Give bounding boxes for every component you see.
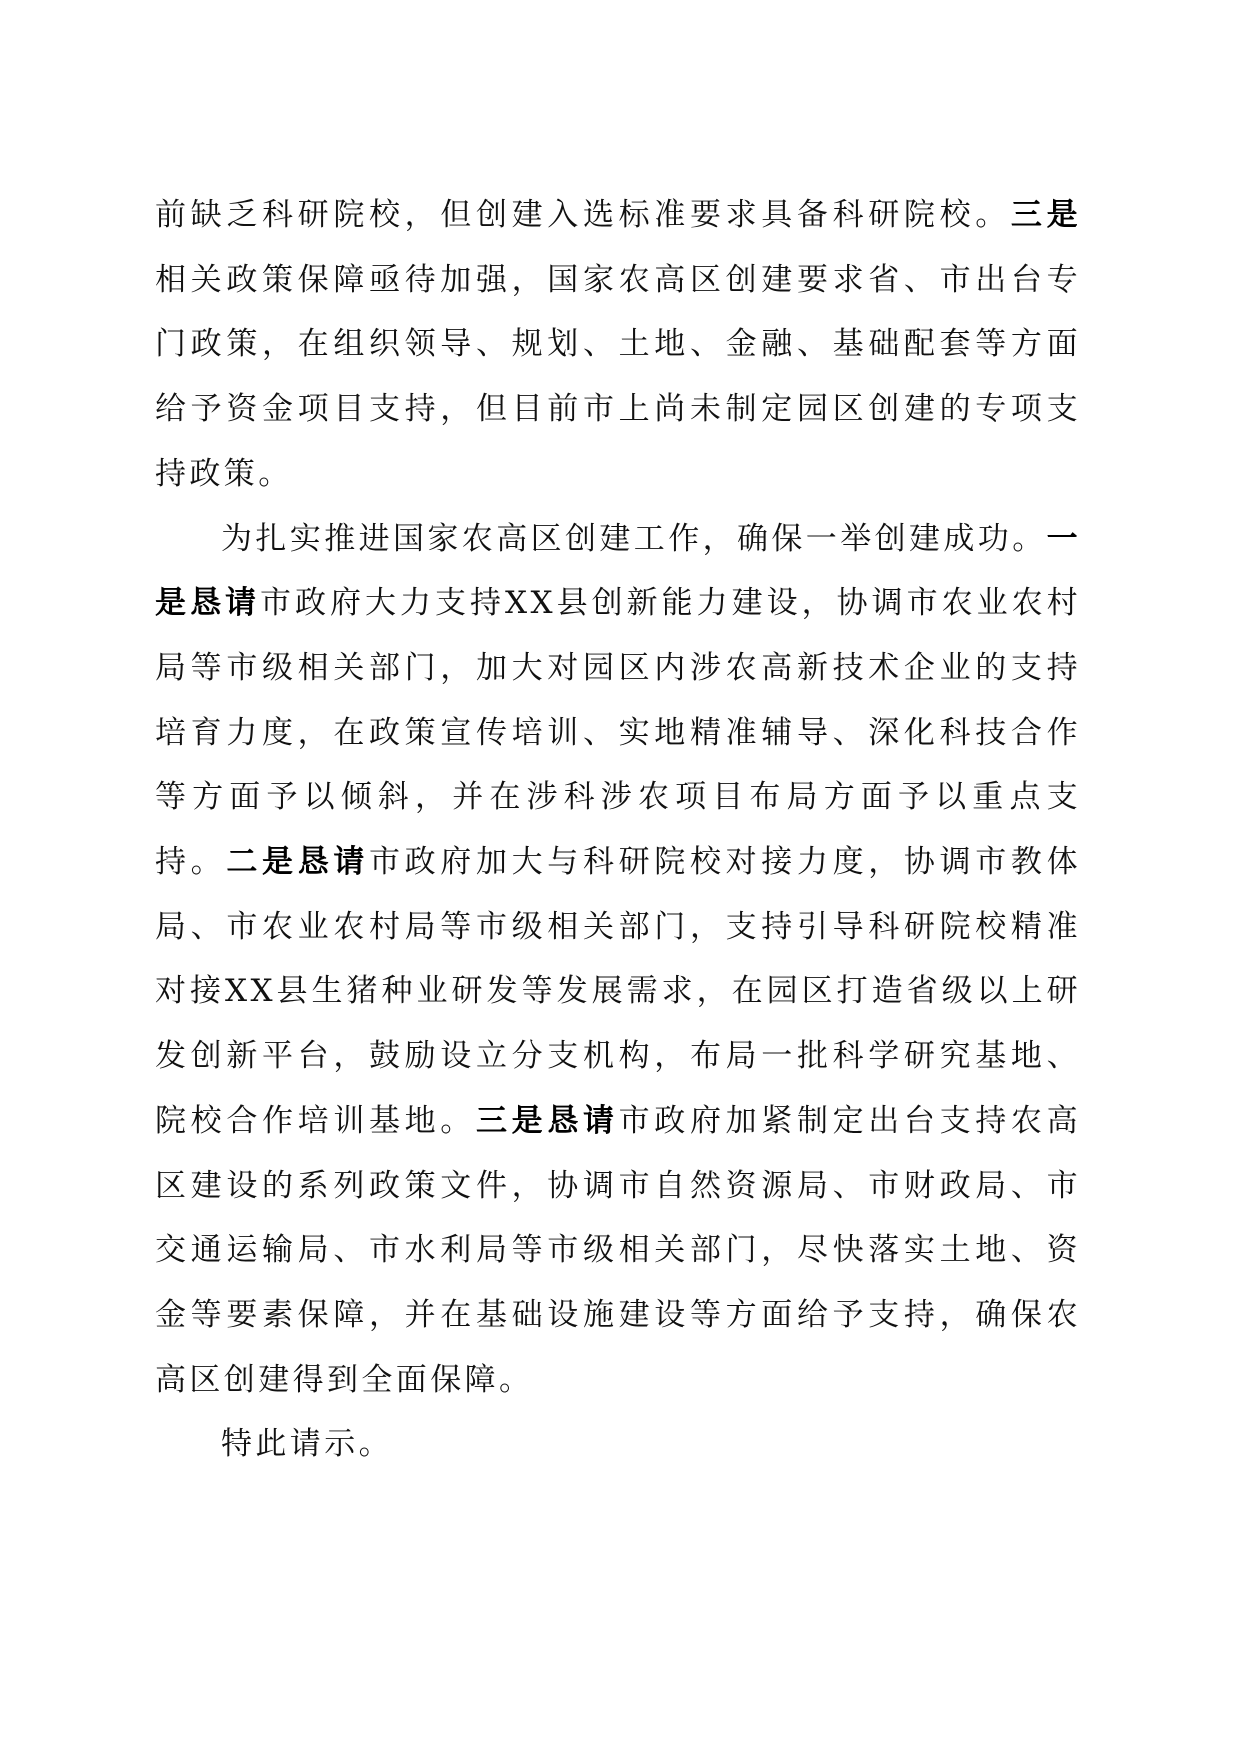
request-2-text: 市政府加大与科研院校对接力度，协调市教体局、市农业农村局等市级相关部门，支持引导科研院校精准对接XX县生猪种业研发等发展需求，在园区打造省级以上研发创新平台，鼓励设立分支机构，布局一批科学研究基地、院校合作培训基地。 [155,844,1081,1139]
request-2-label: 二是恳请 [226,844,369,881]
paragraph-1-text-a: 前缺乏科研院校，但创建入选标准要求具备科研院校。 [155,197,1011,233]
closing-line: 特此请示。 [221,1426,393,1463]
request-3-label: 三是恳请 [475,1102,619,1139]
request-1-label: 一是恳请 [155,520,1082,622]
paragraph-continuation [155,183,1081,507]
document-body [155,183,1081,1477]
paragraph-1-text-b: 相关政策保障亟待加强，国家农高区创建要求省、市出台专门政策，在组织领导、规划、土地、金融、基础配套等方面给予资金项目支持，但目前市上尚未制定园区创建的专项支持政策。 [155,261,1081,492]
request-3-text: 市政府加紧制定出台支持农高区建设的系列政策文件，协调市自然资源局、市财政局、市交通运输局、市水利局等市级相关部门，尽快落实土地、资金等要素保障，并在基础设施建设等方面给予支持，确保农高区创建得到全面保障。 [155,1102,1081,1398]
paragraph-1-bold-third: 三是 [1010,197,1081,233]
paragraph-requests [155,507,1081,1413]
paragraph-2-intro: 为扎实推进国家农高区创建工作，确保一举创建成功。 [221,520,1047,557]
request-1-text: 市政府大力支持XX县创新能力建设，协调市农业农村局等市级相关部门，加大对园区内涉农高新技术企业的支持培育力度，在政策宣传培训、实地精准辅导、深化科技合作等方面予以倾斜，并在涉科涉农项目布局方面予以重点支持。 [155,585,1081,881]
